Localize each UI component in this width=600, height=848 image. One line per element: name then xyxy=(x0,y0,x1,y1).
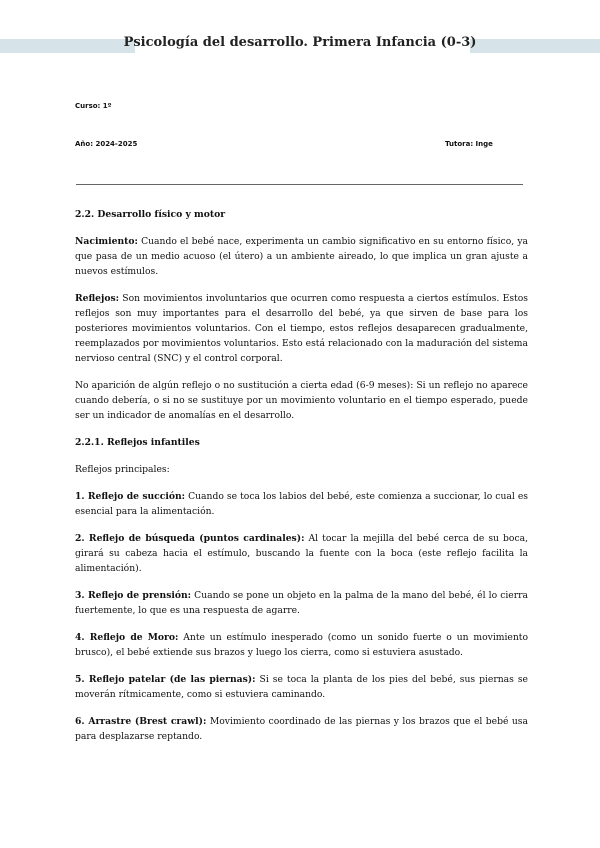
list-item xyxy=(75,630,528,660)
item-term: 6. Arrastre (Brest crawl): xyxy=(75,716,207,727)
term-reflejos: Reflejos: xyxy=(75,293,120,304)
term-nacimiento: Nacimiento: xyxy=(75,236,138,247)
section-heading: 2.2. Desarrollo físico y motor xyxy=(75,209,226,220)
item-text: Cuando se pone un objeto en la palma de la mano del bebé, él lo cierra fuertemente, lo que es una respuesta de agarre. xyxy=(75,590,528,616)
item-term: 1. Reflejo de succión: xyxy=(75,491,186,502)
item-term: 5. Reflejo patelar (de las piernas): xyxy=(75,674,256,685)
horizontal-divider xyxy=(76,184,523,185)
paragraph-principales: Reflejos principales: xyxy=(75,464,170,475)
item-term: 2. Reflejo de búsqueda (puntos cardinales): xyxy=(75,533,305,544)
text-reflejos: Son movimientos involuntarios que ocurren como respuesta a ciertos estímulos. Estos reflejos son muy importantes para el desarrollo del bebé, ya que sirven de base para los posteriores movimientos voluntarios. Con el tiempo, estos reflejos desaparecen gradualmente, reemplazados por movimientos voluntarios. Esto está relacionado con la maduración del sistema nervioso central (SNC) y el control corporal. xyxy=(75,293,528,364)
item-text: Movimiento coordinado de las piernas y los brazos que el bebé usa para desplazarse reptando. xyxy=(75,716,528,742)
list-item xyxy=(75,588,528,618)
item-term: 3. Reflejo de prensión: xyxy=(75,590,192,601)
item-term: 4. Reflejo de Moro: xyxy=(75,632,179,643)
list-item xyxy=(75,714,528,744)
subsection-heading: 2.2.1. Reflejos infantiles xyxy=(75,437,200,448)
paragraph-reflejos xyxy=(75,291,528,366)
list-item xyxy=(75,531,528,576)
document-body xyxy=(75,207,528,756)
tutor-label: Tutora: Inge xyxy=(445,140,493,148)
item-text: Ante un estímulo inesperado (como un sonido fuerte o un movimiento brusco), el bebé extiende sus brazos y luego los cierra, como si estuviera asustado. xyxy=(75,632,528,658)
paragraph-no-aparicion: No aparición de algún reflejo o no sustitución a cierta edad (6-9 meses): Si un reflejo no aparece cuando debería, o si no se sustituye por un movimiento voluntario en el tiempo esperado, puede ser un indicador de anomalías en el desarrollo. xyxy=(75,380,528,421)
list-item xyxy=(75,672,528,702)
document-title: Psicología del desarrollo. Primera Infancia (0-3) xyxy=(123,35,477,50)
item-text: Al tocar la mejilla del bebé cerca de su boca, girará su cabeza hacia el estímulo, buscando la fuente con la boca (este reflejo facilita la alimentación). xyxy=(75,533,528,574)
item-text: Cuando se toca los labios del bebé, este comienza a succionar, lo cual es esencial para la alimentación. xyxy=(75,491,528,517)
text-nacimiento: Cuando el bebé nace, experimenta un cambio significativo en su entorno físico, ya que pasa de un medio acuoso (el útero) a un ambiente aireado, lo que implica un gran ajuste a nuevos estímulos. xyxy=(75,236,528,277)
paragraph-nacimiento xyxy=(75,234,528,279)
item-text: Si se toca la planta de los pies del bebé, sus piernas se moverán rítmicamente, como si estuviera caminando. xyxy=(75,674,528,700)
list-item xyxy=(75,489,528,519)
year-label: Año: 2024-2025 xyxy=(75,140,138,148)
course-label: Curso: 1º xyxy=(75,102,112,110)
